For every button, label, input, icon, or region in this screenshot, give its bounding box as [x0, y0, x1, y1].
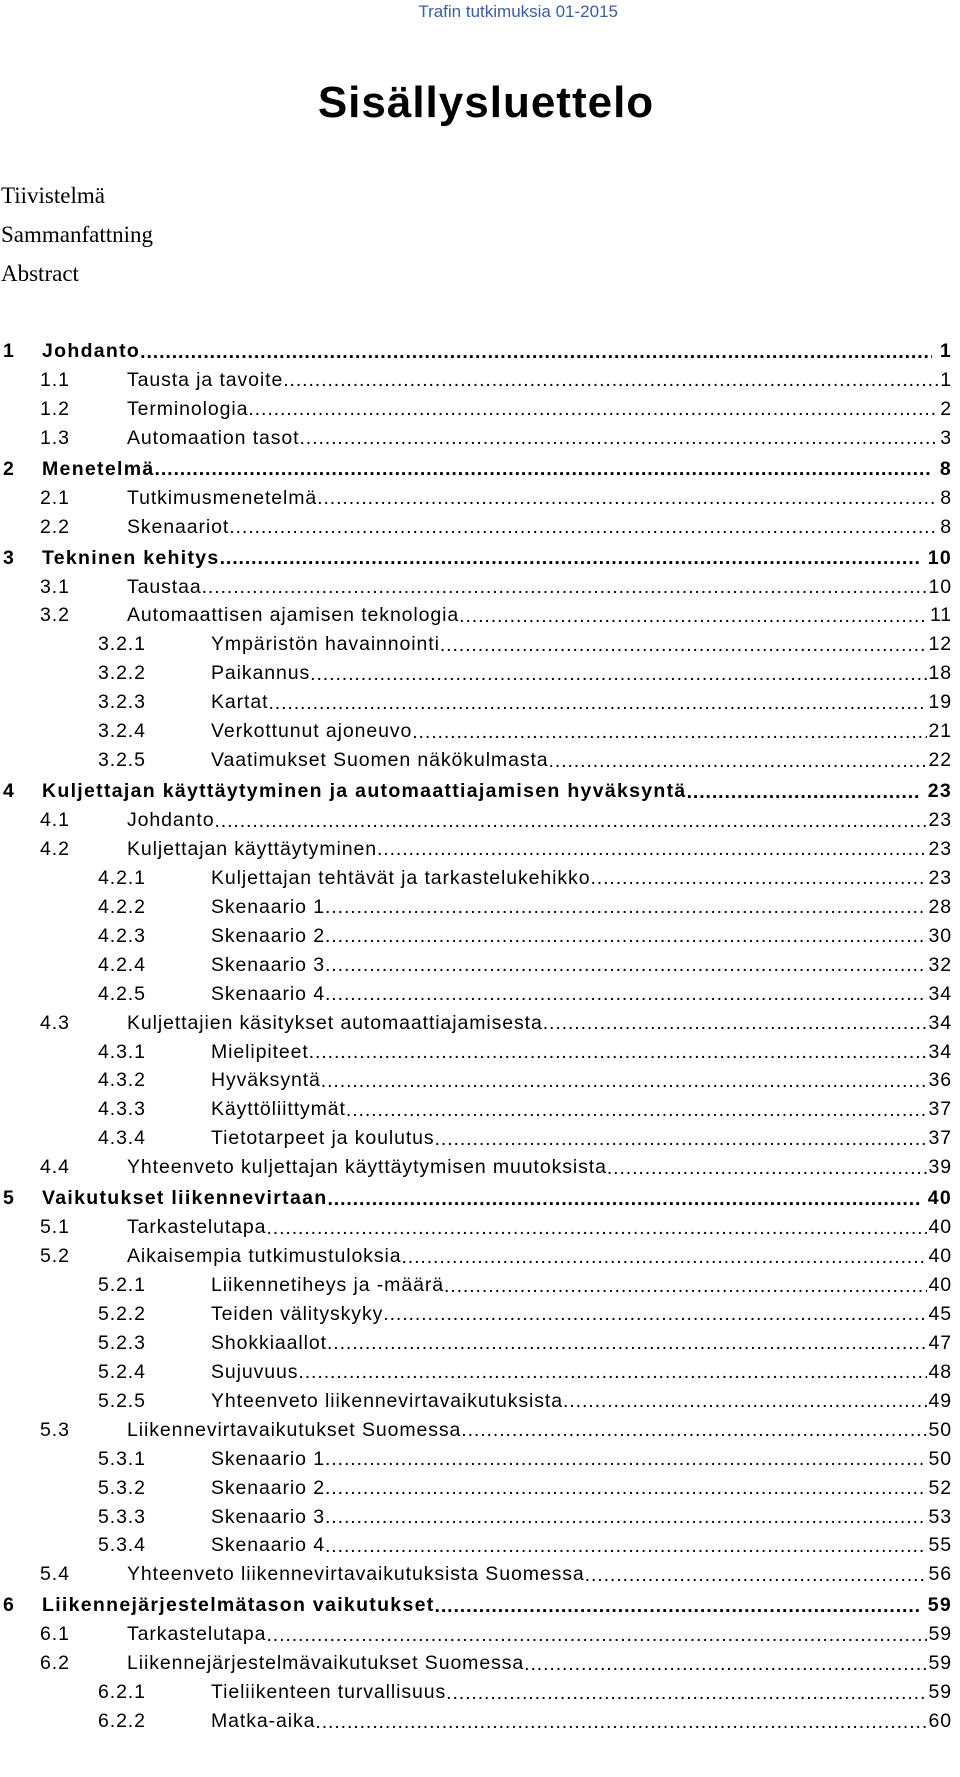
- toc-entry[interactable]: [0, 893, 952, 922]
- toc-entry-number: 2.1: [40, 486, 70, 509]
- toc-entry-page-number[interactable]: 48: [928, 1360, 952, 1383]
- toc-entry-page-number[interactable]: 23: [928, 837, 952, 860]
- toc-entry[interactable]: [0, 806, 952, 835]
- toc-entry[interactable]: [0, 1591, 952, 1620]
- toc-entry-number: 3.2: [40, 604, 70, 627]
- toc-entry-page-number[interactable]: 37: [928, 1127, 952, 1150]
- toc-entry-number: 4.2.3: [98, 924, 146, 947]
- toc-entry-line: [127, 573, 952, 602]
- toc-entry-page-number[interactable]: 39: [928, 1156, 952, 1179]
- toc-entry-line: [42, 777, 952, 806]
- toc-entry-title[interactable]: Taustaa: [127, 575, 202, 598]
- toc-entry-title[interactable]: Tarkastelutapa: [127, 1216, 267, 1239]
- toc-entry-number: 3: [3, 546, 16, 569]
- toc-entry-page-number[interactable]: 53: [928, 1505, 952, 1528]
- toc-dot-leader: [266, 1217, 926, 1239]
- toc-entry-title[interactable]: Kuljettajan käyttäytyminen: [127, 837, 377, 860]
- toc-entry-title[interactable]: Kuljettajan käyttäytyminen ja automaattiajamisen hyväksyntä: [42, 780, 687, 803]
- toc-entry-line: [42, 337, 952, 366]
- running-header: Trafin tutkimuksia 01-2015: [418, 2, 618, 21]
- toc-entry-line: [127, 1560, 952, 1589]
- toc-entry-title[interactable]: Aikaisempia tutkimustuloksia: [127, 1245, 402, 1268]
- toc-dot-leader: [298, 1361, 926, 1383]
- toc-entry-line: [127, 601, 952, 630]
- toc-entry[interactable]: [0, 573, 952, 602]
- toc-dot-leader: [220, 547, 920, 569]
- toc-entry-title[interactable]: Kuljettajien käsitykset automaattiajamisesta: [127, 1011, 543, 1034]
- toc-entry-line: [42, 455, 952, 484]
- toc-entry-page-number[interactable]: 55: [928, 1534, 952, 1557]
- toc-entry-page-number[interactable]: 28: [928, 895, 952, 918]
- toc-entry-number: 4.3.1: [98, 1040, 146, 1063]
- toc-entry[interactable]: [0, 1329, 952, 1358]
- toc-entry[interactable]: [0, 1474, 952, 1503]
- toc-entry[interactable]: [0, 366, 952, 395]
- toc-entry-title[interactable]: Sujuvuus: [211, 1360, 299, 1383]
- toc-entry-number: 1.2: [40, 397, 70, 420]
- toc-entry-title[interactable]: Tausta ja tavoite: [127, 368, 284, 391]
- toc-entry-number: 1.1: [40, 368, 70, 391]
- toc-dot-leader: [383, 1303, 926, 1325]
- toc-dot-leader: [401, 1246, 926, 1268]
- toc-entry-line: [127, 1242, 952, 1271]
- toc-entry-line: [211, 1066, 952, 1095]
- toc-dot-leader: [321, 1070, 927, 1092]
- toc-entry-number: 5.3: [40, 1418, 70, 1441]
- toc-entry-line: [127, 1153, 952, 1182]
- toc-entry-line: [211, 1445, 952, 1474]
- toc-entry-page-number[interactable]: 34: [928, 1040, 952, 1063]
- toc-entry-page-number[interactable]: 11: [929, 604, 952, 627]
- toc-entry-page-number[interactable]: 30: [928, 924, 952, 947]
- toc-entry-title[interactable]: Matka-aika: [211, 1710, 316, 1733]
- toc-entry[interactable]: [0, 1387, 952, 1416]
- toc-entry[interactable]: [0, 513, 952, 542]
- toc-entry-number: 3.2.1: [98, 633, 146, 656]
- toc-entry-line: [211, 1531, 952, 1560]
- toc-dot-leader: [459, 605, 928, 627]
- toc-entry[interactable]: [0, 1271, 952, 1300]
- toc-entry-number: 3.2.4: [98, 720, 146, 743]
- toc-dot-leader: [444, 1274, 927, 1296]
- toc-entry-page-number[interactable]: 8: [939, 457, 952, 480]
- toc-entry-page-number[interactable]: 23: [927, 780, 952, 803]
- toc-dot-leader: [563, 1390, 927, 1412]
- toc-dot-leader: [325, 1477, 927, 1499]
- toc-entry-line: [127, 484, 952, 513]
- toc-entry[interactable]: [0, 544, 952, 573]
- toc-entry-number: 6.2.1: [98, 1681, 146, 1704]
- toc-dot-leader: [325, 954, 927, 976]
- toc-entry[interactable]: [0, 835, 952, 864]
- toc-entry-line: [211, 922, 952, 951]
- toc-entry-number: 5.3.2: [98, 1476, 146, 1499]
- toc-dot-leader: [325, 983, 927, 1005]
- toc-entry-title[interactable]: Skenaario 1: [211, 895, 325, 918]
- toc-dot-leader: [524, 1653, 926, 1675]
- toc-dot-leader: [202, 576, 927, 598]
- toc-entry-page-number[interactable]: 47: [928, 1331, 952, 1354]
- toc-entry-title[interactable]: Johdanto: [127, 809, 215, 831]
- toc-entry-page-number[interactable]: 40: [928, 1245, 952, 1268]
- toc-entry[interactable]: [0, 1213, 952, 1242]
- toc-dot-leader: [585, 1564, 927, 1586]
- toc-entry[interactable]: [0, 1620, 952, 1649]
- toc-entry-line: [211, 717, 952, 746]
- toc-entry-line: [42, 544, 952, 573]
- toc-entry[interactable]: [0, 395, 952, 424]
- toc-entry-page-number[interactable]: 50: [928, 1447, 952, 1470]
- toc-entry-title[interactable]: Vaatimukset Suomen näkökulmasta: [211, 749, 549, 772]
- toc-entry-title[interactable]: Tutkimusmenetelmä: [127, 486, 318, 509]
- toc-dot-leader: [435, 1595, 920, 1617]
- toc-entry-page-number[interactable]: 8: [940, 486, 952, 509]
- table-of-contents: [0, 337, 952, 1736]
- toc-entry-page-number[interactable]: 56: [928, 1563, 952, 1586]
- toc-entry-title[interactable]: Skenaario 2: [211, 1476, 325, 1499]
- toc-entry[interactable]: [0, 1009, 952, 1038]
- toc-entry[interactable]: [0, 688, 952, 717]
- toc-entry-page-number[interactable]: 12: [928, 633, 952, 656]
- toc-entry-page-number[interactable]: 10: [927, 546, 952, 569]
- toc-entry-line: [211, 1124, 952, 1153]
- toc-dot-leader: [440, 634, 927, 656]
- toc-entry-title[interactable]: Vaikutukset liikennevirtaan: [42, 1187, 328, 1210]
- toc-entry-number: 4.3.2: [98, 1069, 146, 1092]
- toc-dot-leader: [325, 925, 927, 947]
- toc-entry-line: [211, 893, 952, 922]
- toc-entry-line: [211, 1329, 952, 1358]
- toc-entry[interactable]: [0, 630, 952, 659]
- toc-entry-page-number[interactable]: 34: [928, 1011, 952, 1034]
- toc-entry-line: [127, 806, 952, 835]
- toc-entry[interactable]: [0, 1358, 952, 1387]
- toc-dot-leader: [327, 1332, 927, 1354]
- toc-entry[interactable]: [0, 1242, 952, 1271]
- toc-entry-title[interactable]: Automaation tasot: [127, 426, 300, 449]
- toc-entry-title[interactable]: Liikennejärjestelmävaikutukset Suomessa: [127, 1652, 525, 1675]
- toc-entry-line: [211, 1271, 952, 1300]
- toc-entry-line: [211, 659, 952, 688]
- toc-entry-number: 1: [3, 340, 16, 362]
- toc-entry-line: [211, 1387, 952, 1416]
- toc-entry-number: 6: [3, 1594, 16, 1617]
- toc-entry-line: [127, 366, 952, 395]
- toc-entry-number: 3.1: [40, 575, 70, 598]
- toc-entry[interactable]: [0, 484, 952, 513]
- toc-entry-line: [127, 1416, 952, 1445]
- toc-entry-page-number[interactable]: 45: [928, 1302, 952, 1325]
- toc-entry[interactable]: [0, 777, 952, 806]
- toc-dot-leader: [607, 1157, 927, 1179]
- toc-entry-title[interactable]: Tekninen kehitys: [42, 546, 220, 569]
- toc-entry[interactable]: [0, 980, 952, 1009]
- toc-entry-number: 4.2.2: [98, 895, 146, 918]
- toc-entry-page-number[interactable]: 60: [928, 1710, 952, 1733]
- toc-entry-number: 6.1: [40, 1623, 70, 1646]
- toc-dot-leader: [315, 1711, 926, 1733]
- toc-entry[interactable]: [0, 1124, 952, 1153]
- toc-dot-leader: [461, 1419, 926, 1441]
- toc-entry-title[interactable]: Terminologia: [127, 397, 249, 420]
- toc-entry-page-number[interactable]: 1: [940, 368, 952, 391]
- toc-entry-line: [211, 1300, 952, 1329]
- toc-entry-number: 5.1: [40, 1216, 70, 1239]
- toc-entry-title[interactable]: Tietotarpeet ja koulutus: [211, 1127, 435, 1150]
- toc-entry-title[interactable]: Liikennetiheys ja -määrä: [211, 1274, 444, 1296]
- toc-entry-title[interactable]: Automaattisen ajamisen teknologia: [127, 604, 460, 627]
- toc-entry-number: 3.2.3: [98, 691, 146, 714]
- toc-entry-line: [42, 1591, 952, 1620]
- toc-entry-number: 4: [3, 780, 16, 803]
- toc-entry-line: [42, 1184, 952, 1213]
- toc-entry[interactable]: [0, 1560, 952, 1589]
- toc-dot-leader: [325, 1448, 927, 1470]
- toc-dot-leader: [346, 1099, 927, 1121]
- toc-entry[interactable]: [0, 1095, 952, 1124]
- toc-entry-number: 5: [3, 1187, 16, 1210]
- toc-entry-line: [211, 864, 952, 893]
- toc-entry[interactable]: [0, 1153, 952, 1182]
- toc-entry[interactable]: [0, 922, 952, 951]
- toc-entry-number: 6.2.2: [98, 1710, 146, 1733]
- toc-entry[interactable]: [0, 1678, 952, 1707]
- toc-entry-title[interactable]: Yhteenveto kuljettajan käyttäytymisen muutoksista: [127, 1156, 607, 1179]
- toc-dot-leader: [446, 1682, 926, 1704]
- toc-entry-line: [211, 1503, 952, 1532]
- toc-entry-title[interactable]: Kartat: [211, 691, 269, 714]
- toc-entry[interactable]: [0, 717, 952, 746]
- toc-entry-title[interactable]: Skenaario 2: [211, 924, 325, 947]
- toc-entry-line: [211, 1095, 952, 1124]
- toc-entry-title[interactable]: Verkottunut ajoneuvo: [211, 720, 413, 743]
- toc-entry-number: 5.2.3: [98, 1331, 146, 1354]
- toc-entry-page-number[interactable]: 37: [928, 1098, 952, 1121]
- toc-dot-leader: [325, 1535, 927, 1557]
- toc-dot-leader: [549, 750, 927, 772]
- toc-dot-leader: [155, 458, 932, 480]
- toc-entry-line: [127, 1649, 952, 1678]
- toc-entry-title[interactable]: Teiden välityskyky: [211, 1302, 384, 1325]
- toc-entry-page-number[interactable]: 49: [928, 1389, 952, 1412]
- toc-entry-number: 4.2: [40, 837, 70, 860]
- toc-entry-title[interactable]: Tieliikenteen turvallisuus: [211, 1681, 447, 1704]
- toc-entry-page-number[interactable]: 8: [940, 515, 952, 538]
- toc-entry-title[interactable]: Paikannus: [211, 662, 311, 685]
- toc-entry-number: 5.3.4: [98, 1534, 146, 1557]
- toc-entry-line: [127, 395, 952, 424]
- toc-dot-leader: [543, 1012, 927, 1034]
- toc-entry[interactable]: [0, 337, 952, 366]
- toc-entry-page-number[interactable]: 40: [928, 1274, 952, 1296]
- toc-entry[interactable]: [0, 1707, 952, 1736]
- toc-entry[interactable]: [0, 601, 952, 630]
- toc-entry-page-number[interactable]: 36: [928, 1069, 952, 1092]
- toc-entry-page-number[interactable]: 2: [940, 397, 952, 420]
- toc-entry-title[interactable]: Hyväksyntä: [211, 1069, 321, 1092]
- toc-entry-number: 5.4: [40, 1563, 70, 1586]
- toc-entry-number: 4.2.1: [98, 866, 146, 889]
- toc-entry[interactable]: [0, 1038, 952, 1067]
- toc-dot-leader: [327, 1188, 919, 1210]
- toc-entry-line: [211, 980, 952, 1009]
- toc-dot-leader: [214, 809, 926, 831]
- toc-entry-title[interactable]: Shokkiaallot: [211, 1331, 327, 1354]
- toc-entry-title[interactable]: Liikennejärjestelmätason vaikutukset: [42, 1594, 435, 1617]
- toc-dot-leader: [248, 398, 938, 420]
- toc-entry-title[interactable]: Menetelmä: [42, 457, 155, 480]
- toc-entry[interactable]: [0, 951, 952, 980]
- toc-entry-page-number[interactable]: 59: [928, 1681, 952, 1704]
- toc-entry-number: 6.2: [40, 1652, 70, 1675]
- toc-entry-page-number[interactable]: 40: [927, 1187, 952, 1210]
- toc-entry-number: 5.2.2: [98, 1302, 146, 1325]
- toc-dot-leader: [435, 1128, 927, 1150]
- toc-entry[interactable]: [0, 746, 952, 775]
- toc-dot-leader: [309, 1041, 927, 1063]
- toc-entry-number: 5.2.5: [98, 1389, 146, 1412]
- toc-entry-title[interactable]: Liikennevirtavaikutukset Suomessa: [127, 1418, 462, 1441]
- toc-entry-number: 5.3.3: [98, 1505, 146, 1528]
- toc-entry-number: 2.2: [40, 515, 70, 538]
- toc-entry[interactable]: [0, 1531, 952, 1560]
- toc-entry-number: 4.3: [40, 1011, 70, 1034]
- toc-entry-number: 4.1: [40, 809, 70, 831]
- toc-dot-leader: [325, 1506, 927, 1528]
- toc-entry-number: 4.2.5: [98, 982, 146, 1005]
- toc-dot-leader: [140, 340, 932, 362]
- toc-entry-page-number[interactable]: 19: [928, 691, 952, 714]
- toc-entry-number: 5.3.1: [98, 1447, 146, 1470]
- front-matter-list: [1, 176, 153, 293]
- toc-entry-line: [211, 1707, 952, 1736]
- toc-entry-line: [127, 424, 952, 453]
- toc-entry[interactable]: [0, 659, 952, 688]
- toc-dot-leader: [310, 663, 926, 685]
- toc-entry-page-number[interactable]: 18: [928, 662, 952, 685]
- toc-entry-line: [211, 951, 952, 980]
- toc-entry[interactable]: [0, 424, 952, 453]
- front-matter-item-sammanfattning[interactable]: Sammanfattning: [1, 222, 154, 247]
- toc-dot-leader: [377, 838, 927, 860]
- toc-entry-title[interactable]: Kuljettajan tehtävät ja tarkastelukehikko: [211, 866, 591, 889]
- toc-entry[interactable]: [0, 1300, 952, 1329]
- front-matter-item-abstract[interactable]: Abstract: [1, 261, 79, 286]
- toc-entry-title[interactable]: Skenaariot: [127, 515, 230, 538]
- toc-dot-leader: [325, 896, 927, 918]
- toc-entry-line: [211, 630, 952, 659]
- toc-entry-number: 2: [3, 457, 16, 480]
- toc-entry-line: [211, 1038, 952, 1067]
- toc-entry-page-number[interactable]: 34: [928, 982, 952, 1005]
- toc-dot-leader: [268, 692, 926, 714]
- toc-entry[interactable]: [0, 1445, 952, 1474]
- toc-entry-title[interactable]: Mielipiteet: [211, 1040, 309, 1063]
- toc-entry-title[interactable]: Skenaario 3: [211, 1505, 325, 1528]
- toc-entry-number: 1.3: [40, 426, 70, 449]
- toc-entry[interactable]: [0, 864, 952, 893]
- page-title: Sisällysluettelo: [317, 78, 655, 127]
- toc-entry-page-number[interactable]: 10: [928, 575, 952, 598]
- toc-dot-leader: [266, 1624, 926, 1646]
- toc-dot-leader: [283, 369, 938, 391]
- toc-entry-number: 4.2.4: [98, 953, 146, 976]
- toc-entry-title[interactable]: Skenaario 1: [211, 1447, 325, 1470]
- toc-entry-line: [211, 1678, 952, 1707]
- toc-entry-number: 5.2.1: [98, 1274, 146, 1296]
- toc-entry-page-number[interactable]: 59: [928, 1652, 952, 1675]
- toc-entry-line: [211, 746, 952, 775]
- toc-entry-page-number[interactable]: 50: [928, 1418, 952, 1441]
- toc-entry-number: 3.2.5: [98, 749, 146, 772]
- toc-entry-page-number[interactable]: 23: [928, 809, 952, 831]
- toc-dot-leader: [317, 487, 938, 509]
- toc-entry-page-number[interactable]: 32: [928, 953, 952, 976]
- toc-entry-page-number[interactable]: 23: [928, 866, 952, 889]
- toc-entry[interactable]: [0, 1066, 952, 1095]
- toc-entry-number: 4.4: [40, 1156, 70, 1179]
- toc-entry-line: [211, 688, 952, 717]
- toc-entry[interactable]: [0, 1184, 952, 1213]
- toc-entry-line: [127, 513, 952, 542]
- toc-entry-title[interactable]: Skenaario 3: [211, 953, 325, 976]
- toc-entry-title[interactable]: Tarkastelutapa: [127, 1623, 267, 1646]
- toc-entry[interactable]: [0, 1649, 952, 1678]
- toc-entry-page-number[interactable]: 59: [927, 1594, 952, 1617]
- toc-entry-title[interactable]: Johdanto: [42, 340, 141, 362]
- toc-entry-title[interactable]: Ympäristön havainnointi: [211, 633, 440, 656]
- toc-entry-page-number[interactable]: 52: [928, 1476, 952, 1499]
- toc-entry-title[interactable]: Skenaario 4: [211, 982, 325, 1005]
- toc-dot-leader: [299, 427, 938, 449]
- toc-entry-page-number[interactable]: 21: [928, 720, 952, 743]
- toc-entry-line: [127, 1213, 952, 1242]
- toc-dot-leader: [229, 516, 938, 538]
- front-matter-item-tiivistelma[interactable]: Tiivistelmä: [1, 183, 105, 208]
- toc-dot-leader: [412, 721, 926, 743]
- toc-entry-number: 5.2: [40, 1245, 70, 1268]
- toc-entry-line: [127, 1620, 952, 1649]
- toc-entry-number: 4.3.4: [98, 1127, 146, 1150]
- toc-entry-line: [211, 1474, 952, 1503]
- toc-entry-page-number[interactable]: 40: [928, 1216, 952, 1239]
- toc-entry[interactable]: [0, 455, 952, 484]
- toc-entry-title[interactable]: Käyttöliittymät: [211, 1098, 346, 1121]
- toc-entry[interactable]: [0, 1416, 952, 1445]
- toc-dot-leader: [687, 781, 920, 803]
- toc-entry-page-number[interactable]: 1: [939, 340, 952, 362]
- toc-entry-title[interactable]: Yhteenveto liikennevirtavaikutuksista: [211, 1389, 563, 1412]
- toc-entry-title[interactable]: Yhteenveto liikennevirtavaikutuksista Suomessa: [127, 1563, 585, 1586]
- toc-entry-title[interactable]: Skenaario 4: [211, 1534, 325, 1557]
- toc-entry-number: 3.2.2: [98, 662, 146, 685]
- toc-entry-line: [211, 1358, 952, 1387]
- toc-entry-page-number[interactable]: 59: [928, 1623, 952, 1646]
- toc-entry-number: 5.2.4: [98, 1360, 146, 1383]
- toc-dot-leader: [590, 867, 926, 889]
- toc-entry-line: [127, 1009, 952, 1038]
- toc-entry-line: [127, 835, 952, 864]
- toc-entry-page-number[interactable]: 3: [940, 426, 952, 449]
- toc-entry-page-number[interactable]: 22: [928, 749, 952, 772]
- toc-entry[interactable]: [0, 1503, 952, 1532]
- toc-entry-number: 4.3.3: [98, 1098, 146, 1121]
